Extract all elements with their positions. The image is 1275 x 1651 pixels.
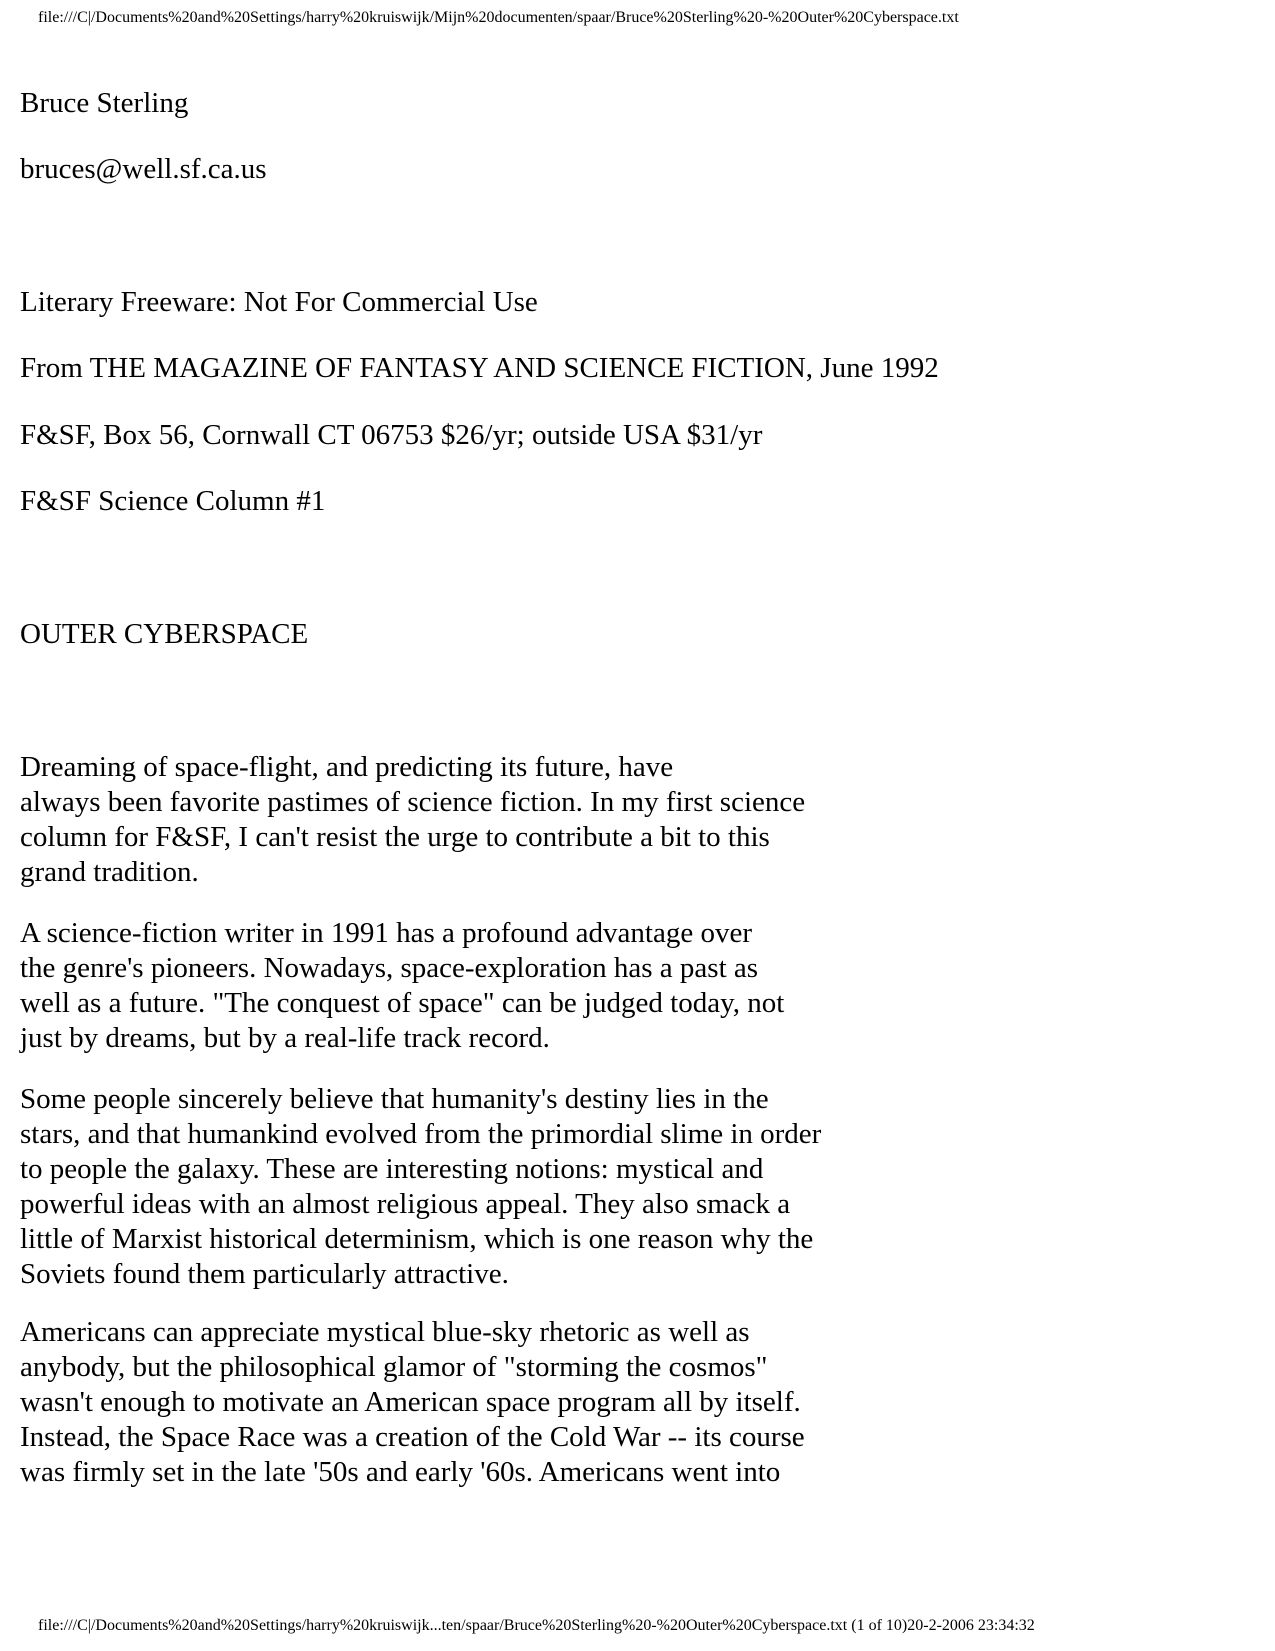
paragraph-line: little of Marxist historical determinism, which is one reason why the bbox=[20, 1223, 814, 1255]
paragraph-line: Soviets found them particularly attractive. bbox=[20, 1258, 509, 1290]
print-footer: file:///C|/Documents%20and%20Settings/harry%20kruiswijk...ten/spaar/Bruce%20Sterling%20-%20Outer%20Cyberspace.txt (1 of 10)20-2-2006 23:34:32 bbox=[38, 1617, 1035, 1634]
paragraph-line: Dreaming of space-flight, and predicting its future, have bbox=[20, 751, 674, 783]
author-email: bruces@well.sf.ca.us bbox=[20, 153, 267, 185]
paragraph-line: wasn't enough to motivate an American space program all by itself. bbox=[20, 1386, 801, 1418]
column-label: F&SF Science Column #1 bbox=[20, 485, 326, 517]
paragraph-line: powerful ideas with an almost religious appeal. They also smack a bbox=[20, 1188, 791, 1220]
paragraph-line: stars, and that humankind evolved from the primordial slime in order bbox=[20, 1118, 822, 1150]
source-line: From THE MAGAZINE OF FANTASY AND SCIENCE FICTION, June 1992 bbox=[20, 352, 939, 384]
paragraph-line: just by dreams, but by a real-life track record. bbox=[20, 1022, 550, 1054]
paragraph-line: well as a future. "The conquest of space" can be judged today, not bbox=[20, 987, 785, 1019]
paragraph-line: Americans can appreciate mystical blue-sky rhetoric as well as bbox=[20, 1316, 750, 1348]
paragraph-line: Instead, the Space Race was a creation of the Cold War -- its course bbox=[20, 1421, 805, 1453]
author-name: Bruce Sterling bbox=[20, 87, 189, 119]
paragraph-line: Some people sincerely believe that humanity's destiny lies in the bbox=[20, 1083, 769, 1115]
paragraph bbox=[20, 1315, 805, 1490]
paragraph-line: column for F&SF, I can't resist the urge to contribute a bit to this bbox=[20, 821, 770, 853]
paragraph-line: was firmly set in the late '50s and early '60s. Americans went into bbox=[20, 1456, 781, 1488]
subscription-line: F&SF, Box 56, Cornwall CT 06753 $26/yr; outside USA $31/yr bbox=[20, 419, 763, 451]
paragraph-line: the genre's pioneers. Nowadays, space-exploration has a past as bbox=[20, 952, 759, 984]
paragraph-line: always been favorite pastimes of science fiction. In my first science bbox=[20, 786, 806, 818]
paragraph-line: grand tradition. bbox=[20, 856, 199, 888]
paragraph bbox=[20, 750, 805, 890]
print-header-url: file:///C|/Documents%20and%20Settings/harry%20kruiswijk/Mijn%20documenten/spaar/Bruce%20Sterling%20-%20Outer%20Cyberspace.txt bbox=[38, 9, 959, 26]
license-notice: Literary Freeware: Not For Commercial Use bbox=[20, 286, 538, 318]
article-title: OUTER CYBERSPACE bbox=[20, 618, 309, 650]
paragraph-line: A science-fiction writer in 1991 has a profound advantage over bbox=[20, 917, 752, 949]
paragraph bbox=[20, 916, 784, 1056]
paragraph bbox=[20, 1082, 821, 1292]
paragraph-line: to people the galaxy. These are interesting notions: mystical and bbox=[20, 1153, 764, 1185]
paragraph-line: anybody, but the philosophical glamor of "storming the cosmos" bbox=[20, 1351, 768, 1383]
